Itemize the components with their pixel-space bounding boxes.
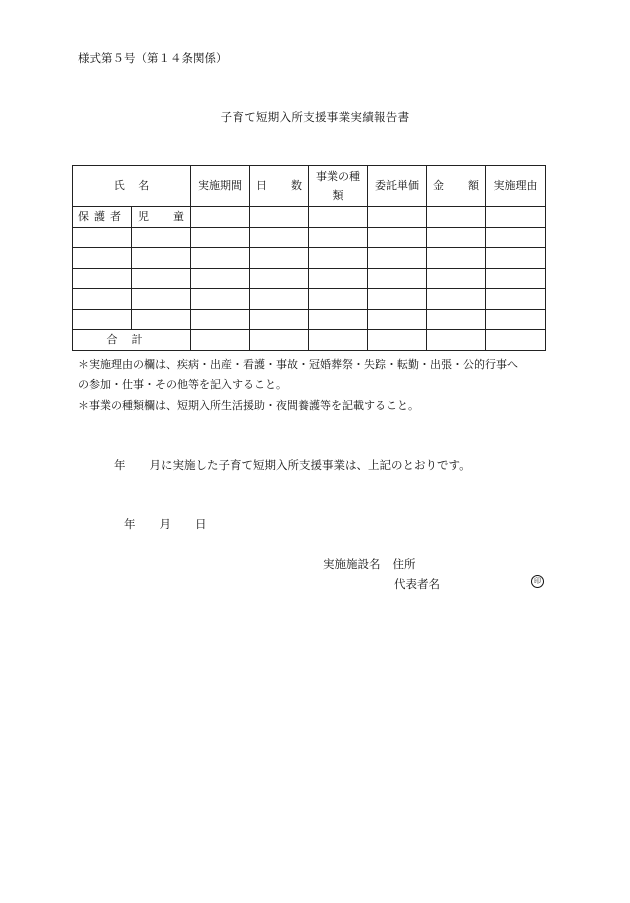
table-cell[interactable]	[309, 207, 368, 228]
table-cell[interactable]	[486, 309, 546, 330]
header-amount-part: 額	[468, 179, 479, 193]
table-cell[interactable]	[368, 330, 427, 351]
table-cell[interactable]	[427, 309, 486, 330]
table-cell[interactable]	[309, 289, 368, 310]
table-cell[interactable]	[250, 289, 309, 310]
seal-mark: 印	[531, 575, 544, 588]
table-cell[interactable]	[191, 248, 250, 269]
table-cell[interactable]	[191, 207, 250, 228]
table-cell[interactable]	[309, 330, 368, 351]
document-title: 子育て短期入所支援事業実績報告書	[220, 110, 410, 124]
table-cell[interactable]	[368, 227, 427, 248]
header-name-part: 名	[138, 179, 150, 193]
table-row	[73, 268, 546, 289]
table-row	[73, 309, 546, 330]
table-cell[interactable]	[368, 248, 427, 269]
header-period: 実施期間	[191, 166, 250, 207]
table-cell[interactable]	[250, 309, 309, 330]
date-line	[124, 516, 207, 532]
header-days-part: 日	[256, 179, 267, 193]
header-type-line2: 類	[332, 189, 344, 202]
table-cell[interactable]	[250, 207, 309, 228]
table-cell[interactable]	[73, 268, 132, 289]
table-cell[interactable]	[73, 227, 132, 248]
table-row	[73, 207, 546, 228]
header-amount	[427, 166, 486, 207]
table-cell[interactable]	[368, 268, 427, 289]
child-label-part: 児	[138, 210, 149, 224]
table-header-row	[73, 166, 546, 207]
table-total-row	[73, 330, 546, 351]
table-cell[interactable]	[309, 309, 368, 330]
table-cell[interactable]	[191, 289, 250, 310]
header-reason: 実施理由	[486, 166, 546, 207]
table-cell[interactable]	[486, 289, 546, 310]
table-cell[interactable]	[486, 227, 546, 248]
header-days	[250, 166, 309, 207]
table-cell[interactable]	[191, 227, 250, 248]
table-cell[interactable]	[191, 309, 250, 330]
table-cell[interactable]	[368, 309, 427, 330]
facility-label: 実施施設名	[323, 557, 381, 571]
table-cell[interactable]	[427, 330, 486, 351]
cell-total-label: 合計	[73, 330, 191, 351]
note-reason-line1: ＊実施理由の欄は、疾病・出産・看護・事故・冠婚葬祭・失踪・転勤・出張・公的行事へ	[78, 358, 518, 371]
statement-year: 年	[114, 458, 126, 472]
table-cell[interactable]	[132, 268, 191, 289]
header-days-part: 数	[291, 179, 302, 193]
table-cell[interactable]	[132, 248, 191, 269]
table-cell[interactable]	[309, 248, 368, 269]
table-cell[interactable]	[73, 248, 132, 269]
facility-line	[323, 556, 416, 572]
header-type	[309, 166, 368, 207]
table-cell[interactable]	[250, 227, 309, 248]
header-amount-part: 金	[433, 179, 444, 193]
header-name	[73, 166, 191, 207]
table-cell[interactable]	[132, 227, 191, 248]
report-table	[72, 165, 546, 351]
header-type-line1: 事業の種	[316, 169, 360, 183]
table-cell[interactable]	[427, 268, 486, 289]
table-row	[73, 289, 546, 310]
header-unit-price: 委託単価	[368, 166, 427, 207]
note-reason-line2: の参加・仕事・その他等を記入すること。	[78, 378, 287, 391]
table-row	[73, 227, 546, 248]
table-cell[interactable]	[427, 289, 486, 310]
table-cell[interactable]	[250, 268, 309, 289]
table-cell[interactable]	[132, 289, 191, 310]
table-cell[interactable]	[309, 227, 368, 248]
table-cell[interactable]	[427, 207, 486, 228]
note-type: ＊事業の種類欄は、短期入所生活援助・夜間養護等を記載すること。	[78, 399, 419, 412]
date-year: 年	[124, 517, 136, 531]
table-cell[interactable]	[427, 227, 486, 248]
address-label: 住所	[392, 557, 416, 571]
statement-line	[114, 457, 471, 473]
cell-child-label	[132, 207, 191, 228]
child-label-part: 童	[173, 210, 184, 224]
representative-label: 代表者名	[394, 577, 440, 591]
table-cell[interactable]	[368, 289, 427, 310]
table-cell[interactable]	[486, 207, 546, 228]
table-cell[interactable]	[73, 309, 132, 330]
date-month: 月	[159, 517, 171, 531]
statement-text: 月に実施した子育て短期入所支援事業は、上記のとおりです。	[149, 458, 471, 472]
table-cell[interactable]	[191, 330, 250, 351]
table-cell[interactable]	[250, 248, 309, 269]
table-cell[interactable]	[132, 309, 191, 330]
date-day: 日	[195, 517, 207, 531]
table-cell[interactable]	[427, 248, 486, 269]
table-cell[interactable]	[73, 289, 132, 310]
table-cell[interactable]	[486, 330, 546, 351]
table-cell[interactable]	[250, 330, 309, 351]
table-cell[interactable]	[368, 207, 427, 228]
table-cell[interactable]	[486, 268, 546, 289]
table-cell[interactable]	[191, 268, 250, 289]
cell-guardian-label: 保護者	[73, 207, 132, 228]
form-number: 様式第５号（第１４条関係）	[78, 51, 228, 65]
table-row	[73, 248, 546, 269]
table-cell[interactable]	[486, 248, 546, 269]
header-name-part: 氏	[113, 179, 125, 193]
table-cell[interactable]	[309, 268, 368, 289]
